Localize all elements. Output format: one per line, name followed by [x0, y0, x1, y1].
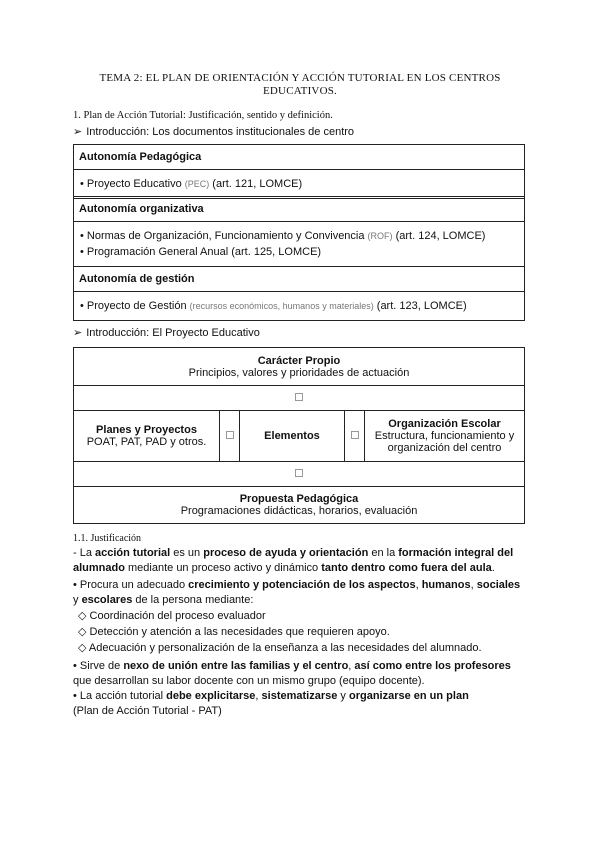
paragraph-explicitarse: • La acción tutorial debe explicitarse, sistematizarse y organizarse en un plan (Plan de Acción Tutorial - PAT) [73, 690, 469, 717]
box-body [74, 170, 524, 198]
list-item: ◇ Coordinación del proceso evaluador [78, 610, 266, 622]
connector-row [74, 386, 524, 411]
arrow-icon: ➢ [73, 327, 83, 339]
list-item: ◇ Detección y atención a las necesidades que requieren apoyo. [78, 626, 390, 638]
caracter-propio-desc: Principios, valores y prioridades de actuación [188, 366, 410, 379]
connector-square-icon [351, 431, 359, 439]
paragraph-crecimiento: • Procura un adecuado crecimiento y potenciación de los aspectos, humanos, sociales y escolares de la persona mediante: [73, 579, 521, 606]
paragraph-nexo: • Sirve de nexo de unión entre las familias y el centro, así como entre los profesores que desarrollan su labor docente con un mismo grupo (equipo docente). [73, 660, 511, 687]
box-heading: Autonomía de gestión [74, 267, 524, 292]
connector-square-icon [226, 431, 234, 439]
page-title: TEMA 2: EL PLAN DE ORIENTACIÓN Y ACCIÓN TUTORIAL EN LOS CENTROS EDUCATIVOS. [99, 72, 501, 97]
arrow-icon: ➢ [73, 126, 83, 138]
propuesta-pedagogica-row [74, 487, 524, 523]
box-line: • Proyecto de Gestión (recursos económicos, humanos y materiales) (art. 123, LOMCE) [80, 300, 467, 312]
proyecto-educativo-diagram [73, 347, 525, 524]
box-line: • Programación General Anual (art. 125, LOMCE) [80, 246, 322, 258]
caracter-propio-row [74, 348, 524, 386]
autonomia-pedagogica-box [73, 144, 525, 199]
box-body [74, 292, 524, 320]
middle-row [74, 411, 524, 462]
box-line: • Proyecto Educativo (PEC) (art. 121, LOMCE) [80, 178, 303, 190]
section-heading: 1. Plan de Acción Tutorial: Justificación, sentido y definición. [73, 110, 333, 121]
autonomia-gestion-box [73, 266, 525, 321]
propuesta-pedagogica-title: Propuesta Pedagógica [239, 493, 359, 505]
elementos-cell: Elementos [240, 411, 345, 461]
list-item: ◇ Adecuación y personalización de la enseñanza a las necesidades del alumnado. [78, 642, 482, 654]
organizacion-escolar-cell: Organización Escolar Estructura, funcionamiento y organización del centro [374, 418, 515, 454]
autonomia-organizativa-box [73, 196, 525, 267]
box-body [74, 222, 524, 266]
planes-proyectos-cell: Planes y Proyectos POAT, PAT, PAD y otros. [74, 411, 220, 461]
paragraph-accion-tutorial: - La acción tutorial es un proceso de ayuda y orientación en la formación integral del alumnado mediante un proceso activo y dinámico tanto dentro como fuera del aula. [73, 547, 514, 574]
box-heading: Autonomía organizativa [74, 197, 524, 222]
connector-square-icon [295, 469, 303, 477]
connector-square-icon [295, 393, 303, 401]
intro-heading-2: ➢ Introducción: El Proyecto Educativo [73, 327, 260, 339]
caracter-propio-title: Carácter Propio [257, 354, 341, 367]
subsection-heading: 1.1. Justificación [73, 533, 142, 544]
propuesta-pedagogica-desc: Programaciones didácticas, horarios, evaluación [180, 505, 418, 517]
box-line: • Normas de Organización, Funcionamiento y Convivencia (ROF) (art. 124, LOMCE) [80, 230, 486, 242]
box-heading: Autonomía Pedagógica [74, 145, 524, 170]
connector-row [74, 462, 524, 487]
intro-heading-1: ➢ Introducción: Los documentos institucionales de centro [73, 126, 355, 138]
